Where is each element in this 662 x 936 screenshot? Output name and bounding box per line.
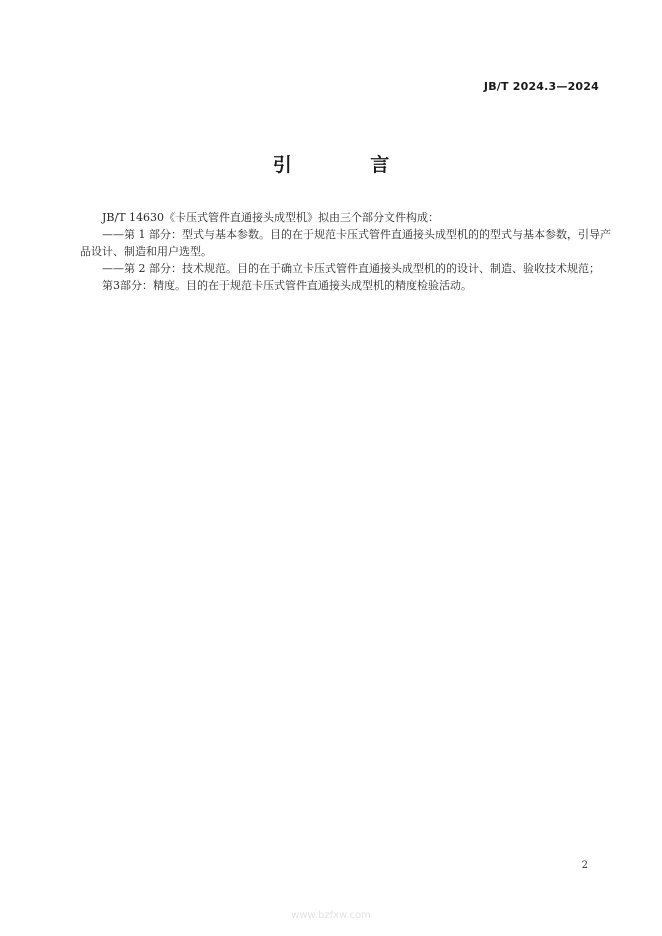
paragraph-part-3: 第3部分：精度。目的在于规范卡压式管件直通接头成型机的精度检验活动。 [102,279,472,292]
page-number: 2 [581,860,588,871]
paragraph-intro: JB/T 14630《卡压式管件直通接头成型机》拟由三个部分文件构成： [102,211,440,224]
paragraph-part-2: ——第 2 部分：技术规范。目的在于确立卡压式管件直通接头成型机的的设计、制造、验收技术规范； [102,262,600,275]
paragraph-part-1: ——第 1 部分：型式与基本参数。目的在于规范卡压式管件直通接头成型机的的型式与基本参数，引导产品设计、制造和用户选型。 [80,228,611,258]
page-title: 引 言 [272,154,426,176]
watermark-text: www.bzfxw.com [291,910,371,921]
standard-code-header: JB/T 2024.3—2024 [483,80,599,93]
introduction-body [80,209,612,294]
